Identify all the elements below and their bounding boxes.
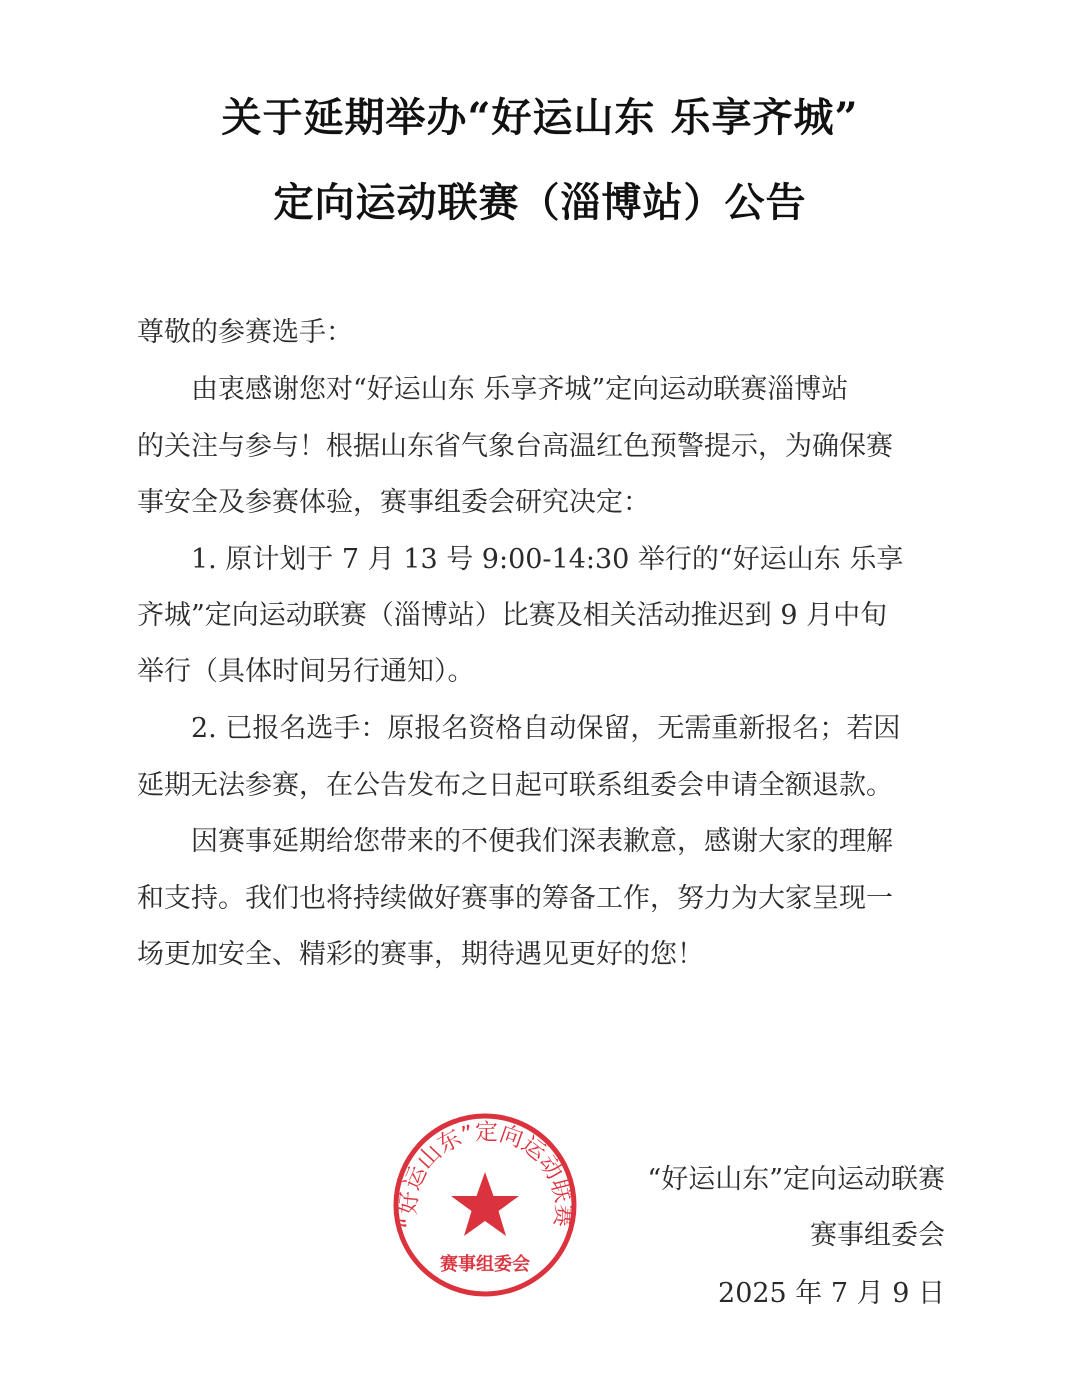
paragraph-line: 事安全及参赛体验，赛事组委会研究决定： bbox=[137, 487, 650, 518]
document-title-line-2: 定向运动联赛（淄博站）公告 bbox=[273, 179, 807, 226]
paragraph-line: 由衷感谢您对“好运山东 乐享齐城”定向运动联赛淄博站 bbox=[137, 374, 849, 405]
document-date: 2025 年 7 月 9 日 bbox=[718, 1278, 945, 1309]
seal-star-icon bbox=[451, 1172, 519, 1236]
seal-arc-text: “好运山东”定向运动联赛 bbox=[395, 1119, 577, 1230]
seal-bottom-text: 赛事组委会 bbox=[440, 1254, 530, 1275]
paragraph-line: 因赛事延期给您带来的不便我们深表歉意，感谢大家的理解 bbox=[137, 826, 893, 857]
paragraph-line: 延期无法参赛，在公告发布之日起可联系组委会申请全额退款。 bbox=[137, 770, 893, 801]
paragraph-line: 的关注与参与！根据山东省气象台高温红色预警提示，为确保赛 bbox=[137, 431, 893, 462]
paragraph-line: 和支持。我们也将持续做好赛事的筹备工作，努力为大家呈现一 bbox=[137, 883, 893, 914]
paragraph-line: 2. 已报名选手：原报名资格自动保留，无需重新报名；若因 bbox=[137, 713, 901, 744]
paragraph-line: 1. 原计划于 7 月 13 号 9:00-14:30 举行的“好运山东 乐享 bbox=[137, 544, 904, 575]
greeting: 尊敬的参赛选手： bbox=[137, 317, 353, 348]
paragraph-line: 齐城”定向运动联赛（淄博站）比赛及相关活动推迟到 9 月中旬 bbox=[137, 600, 888, 631]
signature-organization: “好运山东”定向运动联赛 bbox=[647, 1164, 945, 1195]
document-title-line-1: 关于延期举办“好运山东 乐享齐城” bbox=[221, 94, 859, 141]
signature-committee: 赛事组委会 bbox=[810, 1220, 945, 1251]
official-seal-stamp bbox=[390, 1110, 580, 1300]
paragraph-line: 举行（具体时间另行通知）。 bbox=[137, 656, 475, 687]
paragraph-line: 场更加安全、精彩的赛事，期待遇见更好的您！ bbox=[137, 939, 704, 970]
